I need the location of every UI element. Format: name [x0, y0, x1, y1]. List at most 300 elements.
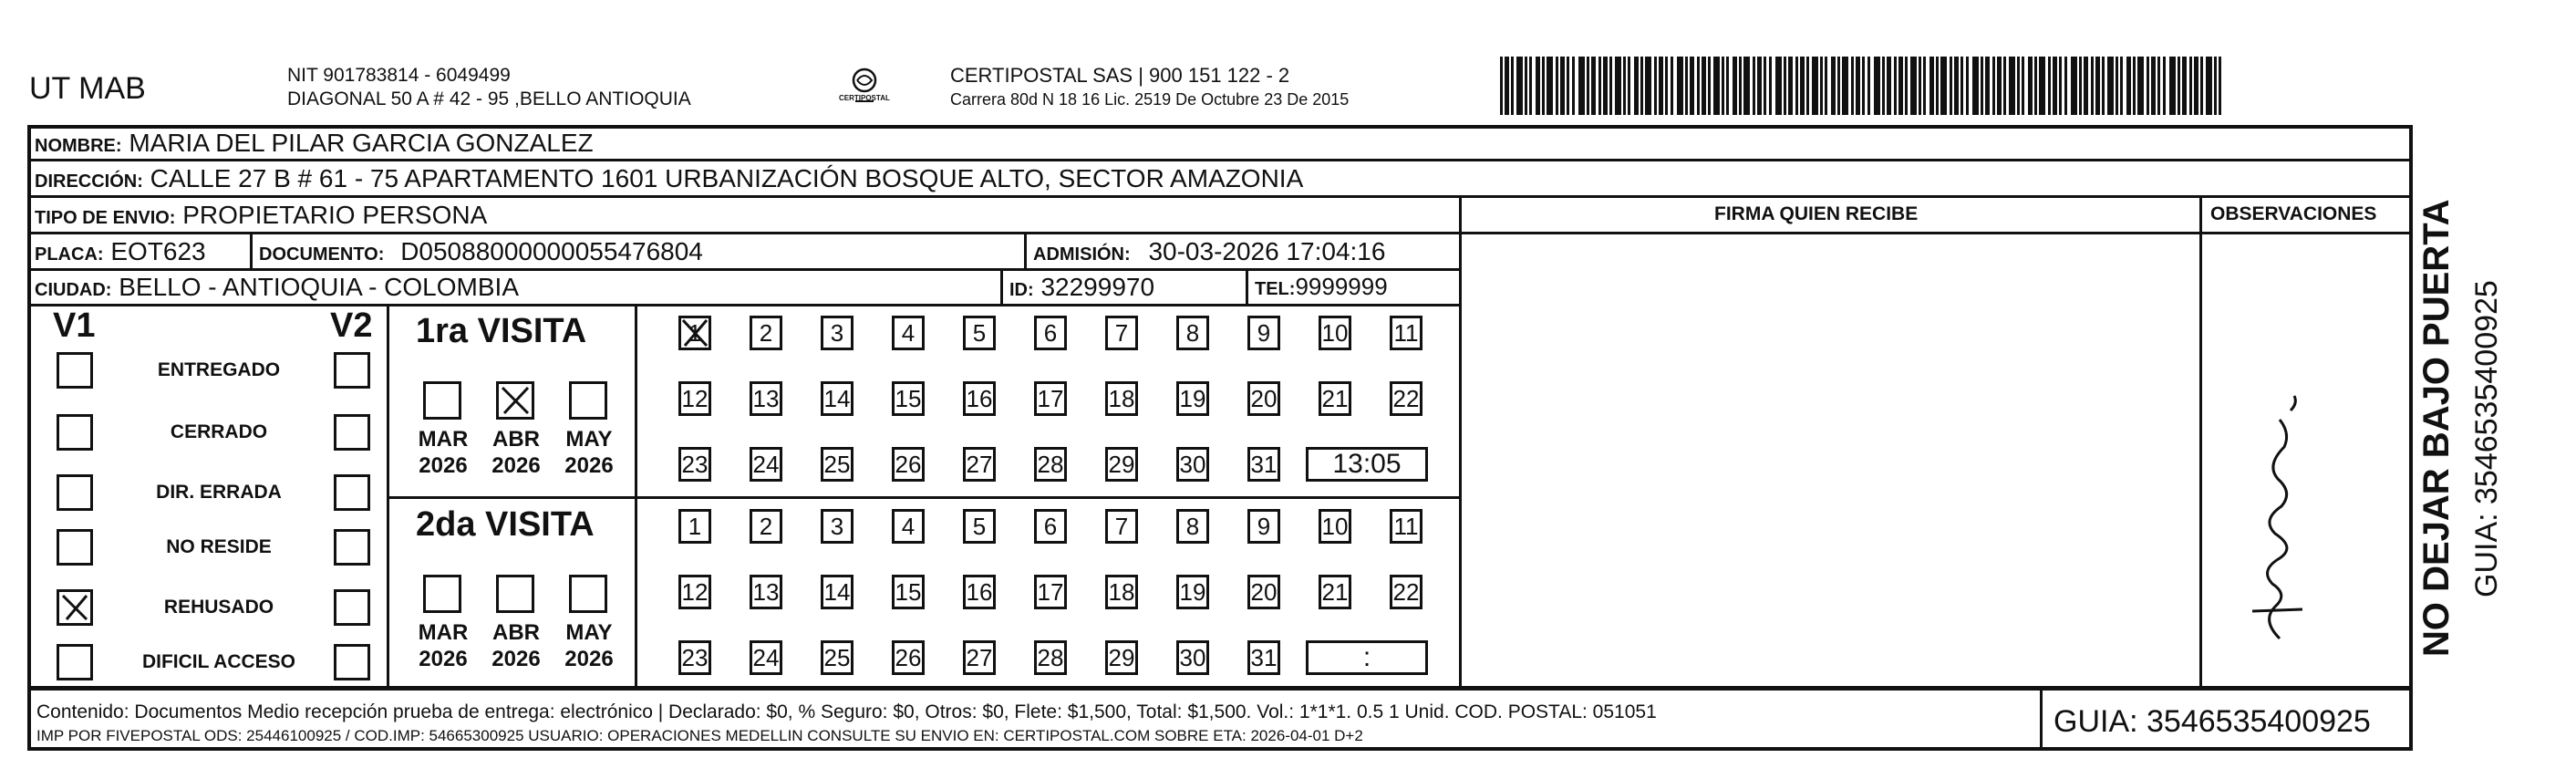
barcode-bar [1753, 57, 1755, 115]
day-cell[interactable] [750, 381, 782, 416]
day-cell[interactable] [750, 509, 782, 544]
barcode-bar [1820, 57, 1823, 115]
day-cell[interactable] [1034, 575, 1067, 609]
day-cell[interactable] [1176, 640, 1209, 675]
barcode-bar [1685, 57, 1688, 115]
barcode-bar [1634, 57, 1639, 115]
day-cell[interactable] [1176, 447, 1209, 482]
certipostal-logo [837, 64, 892, 113]
day-cell[interactable] [1105, 316, 1138, 350]
day-number: 20 [1250, 577, 1278, 606]
barcode-bar [1623, 57, 1626, 115]
day-cell[interactable] [963, 509, 996, 544]
barcode-bar [2034, 57, 2037, 115]
day-cell[interactable] [678, 640, 711, 675]
visit-divider [387, 496, 1461, 499]
barcode-bar [1567, 57, 1569, 115]
day-cell[interactable] [892, 381, 925, 416]
placa-value: EOT623 [110, 237, 206, 265]
v2-checkbox[interactable] [334, 644, 370, 680]
barcode-bar [1992, 57, 1995, 115]
status-label: CERRADO [170, 421, 268, 442]
v2-checkbox[interactable] [334, 414, 370, 451]
barcode-bar [1665, 57, 1668, 115]
day-cell[interactable] [963, 575, 996, 609]
day-number: 16 [966, 384, 993, 412]
day-number: 14 [823, 384, 851, 412]
tel-row [1255, 275, 1388, 298]
barcode-bar [1940, 57, 1947, 115]
day-number: 17 [1037, 384, 1064, 412]
barcode-bar [2039, 57, 2045, 115]
barcode-bar [1936, 57, 1939, 115]
barcode-bar [1505, 57, 1509, 115]
day-cell[interactable] [1176, 381, 1209, 416]
day-cell[interactable] [678, 575, 711, 609]
barcode-bar [2151, 57, 2156, 115]
barcode-bar [2071, 57, 2077, 115]
col-divider [1024, 232, 1027, 268]
tel-value: 9999999 [1295, 273, 1388, 300]
barcode-bar [2194, 57, 2198, 115]
day-cell[interactable] [963, 316, 996, 350]
day-cell[interactable] [1390, 575, 1422, 609]
day-cell[interactable] [892, 640, 925, 675]
time-box[interactable] [1306, 640, 1428, 675]
barcode-bar [1609, 57, 1612, 115]
barcode-bar [2084, 57, 2088, 115]
v1-checkbox[interactable] [57, 474, 93, 511]
month-name: MAR [418, 427, 469, 452]
barcode-bar [2048, 57, 2051, 115]
direccion-row [35, 166, 1303, 192]
day-number: 15 [895, 384, 922, 412]
day-cell[interactable] [892, 316, 925, 350]
barcode-bar [1894, 57, 1897, 115]
day-cell[interactable] [678, 381, 711, 416]
placa-row [35, 239, 206, 265]
placa-label: PLACA: [35, 244, 104, 265]
barcode-bar [1867, 57, 1870, 115]
day-number: 18 [1108, 384, 1135, 412]
signature [2225, 392, 2325, 648]
barcode-bar [1654, 57, 1657, 115]
barcode-bar [1708, 57, 1711, 115]
day-number: 31 [1250, 643, 1278, 671]
day-cell[interactable] [892, 575, 925, 609]
barcode-bar [2017, 57, 2020, 115]
day-number: 7 [1114, 512, 1129, 540]
barcode-bar [1960, 57, 1963, 115]
day-number: 28 [1037, 643, 1064, 671]
day-cell[interactable] [1247, 640, 1280, 675]
visit-title: 2da VISITA [416, 505, 595, 544]
day-cell[interactable] [1105, 381, 1138, 416]
day-cell[interactable] [1105, 447, 1138, 482]
row-divider [27, 686, 2413, 689]
day-cell[interactable] [1105, 575, 1138, 609]
day-number: 1 [688, 318, 702, 347]
barcode-bar [1591, 57, 1596, 115]
barcode-bar [2200, 57, 2203, 115]
day-number: 15 [895, 577, 922, 606]
barcode-bar [1919, 57, 1921, 115]
day-number: 8 [1185, 318, 1200, 347]
day-cell[interactable] [1319, 316, 1351, 350]
barcode-bar [2137, 57, 2144, 115]
barcode-bar [1739, 57, 1742, 115]
barcode-bar [1862, 57, 1865, 115]
barcode-bar [1525, 57, 1527, 115]
day-number: 31 [1250, 450, 1278, 478]
month-label [416, 427, 471, 480]
v1-checkbox[interactable] [57, 529, 93, 566]
day-number: 4 [901, 512, 916, 540]
v1-checkbox[interactable] [57, 589, 93, 626]
month-checkbox[interactable] [496, 575, 534, 613]
month-checkbox[interactable] [423, 575, 461, 613]
barcode-bar [1806, 57, 1809, 115]
day-number: 29 [1108, 450, 1135, 478]
v2-checkbox[interactable] [334, 589, 370, 626]
day-number: 1 [688, 512, 702, 540]
barcode-bar [1726, 57, 1729, 115]
barcode-bar [2022, 57, 2024, 115]
day-number: 11 [1393, 512, 1419, 540]
day-cell[interactable] [1176, 575, 1209, 609]
time-box[interactable] [1306, 447, 1428, 482]
day-cell[interactable] [1247, 575, 1280, 609]
barcode-bar [1972, 57, 1979, 115]
status-label: ENTREGADO [157, 359, 281, 380]
direccion-label: DIRECCIÓN: [35, 171, 143, 192]
barcode-bar [1825, 57, 1827, 115]
day-cell[interactable] [1034, 381, 1067, 416]
barcode-bar [2189, 57, 2192, 115]
day-cell[interactable] [1105, 509, 1138, 544]
day-number: 2 [759, 512, 773, 540]
day-number: 24 [752, 450, 780, 478]
day-number: 8 [1185, 512, 1200, 540]
barcode-bar [2064, 57, 2067, 115]
day-cell[interactable] [821, 447, 853, 482]
day-cell[interactable] [1319, 509, 1351, 544]
barcode-bar [1874, 57, 1880, 115]
direccion-value: CALLE 27 B # 61 - 75 APARTAMENTO 1601 URBANIZACIÓN BOSQUE ALTO, SECTOR AMAZONIA [150, 164, 1304, 192]
day-cell[interactable] [963, 640, 996, 675]
barcode-bar [2091, 57, 2094, 115]
barcode-bar [1784, 57, 1786, 115]
month-year: 2026 [419, 646, 468, 671]
day-number: 23 [681, 643, 709, 671]
day-number: 12 [681, 384, 709, 412]
v2-checkbox[interactable] [334, 474, 370, 511]
barcode-bar [2126, 57, 2131, 115]
barcode-bar [1923, 57, 1926, 115]
barcode-bar [1800, 57, 1805, 115]
barcode-bar [2178, 57, 2180, 115]
day-cell[interactable] [1319, 381, 1351, 416]
barcode-bar [2147, 57, 2149, 115]
day-cell[interactable] [750, 640, 782, 675]
day-cell[interactable] [963, 381, 996, 416]
barcode-bar [1645, 57, 1651, 115]
day-number: 21 [1321, 577, 1349, 606]
tipo-row [35, 203, 487, 228]
tipo-value: PROPIETARIO PERSONA [182, 201, 488, 229]
day-number: 27 [966, 643, 993, 671]
barcode-bar [2116, 57, 2118, 115]
barcode-bar [1788, 57, 1793, 115]
day-cell[interactable] [821, 381, 853, 416]
month-year: 2026 [491, 452, 541, 478]
v1-checkbox[interactable] [57, 414, 93, 451]
visit-title: 1ra VISITA [416, 312, 587, 350]
month-checkbox[interactable] [423, 381, 461, 420]
day-number: 22 [1392, 384, 1420, 412]
day-cell[interactable] [963, 447, 996, 482]
month-checkbox[interactable] [569, 575, 607, 613]
barcode-bar [2102, 57, 2105, 115]
tipo-label: TIPO DE ENVIO: [35, 208, 176, 228]
barcode-bar [1757, 57, 1762, 115]
day-cell[interactable] [1247, 381, 1280, 416]
barcode-bar [1628, 57, 1630, 115]
day-cell[interactable] [1034, 640, 1067, 675]
side-warning: NO DEJAR BAJO PUERTA [2416, 199, 2457, 657]
visit-col-divider [635, 304, 637, 688]
barcode-bar [1560, 57, 1565, 115]
day-number: 5 [972, 318, 987, 347]
day-cell[interactable] [821, 575, 853, 609]
firma-header-divider [1459, 232, 2413, 234]
day-cell[interactable] [1034, 316, 1067, 350]
barcode-bar [1775, 57, 1782, 115]
time-value: : [1362, 642, 1371, 672]
barcode-bar [2003, 57, 2006, 115]
barcode-bar [1511, 57, 1514, 115]
day-number: 9 [1257, 512, 1271, 540]
day-number: 7 [1114, 318, 1129, 347]
barcode [1500, 57, 2228, 115]
month-year: 2026 [491, 646, 541, 671]
month-checkbox[interactable] [496, 381, 534, 420]
admision-value: 30-03-2026 17:04:16 [1148, 237, 1386, 265]
tel-label: TEL: [1255, 279, 1296, 299]
day-cell[interactable] [1247, 447, 1280, 482]
day-number: 11 [1393, 318, 1419, 347]
side-guia: GUIA: 3546535400925 [2469, 280, 2504, 597]
day-number: 28 [1037, 450, 1064, 478]
barcode-bar [1615, 57, 1621, 115]
barcode-bar [1578, 57, 1585, 115]
month-year: 2026 [564, 452, 614, 478]
barcode-bar [2206, 57, 2212, 115]
day-cell[interactable] [821, 640, 853, 675]
day-number: 13 [752, 577, 780, 606]
barcode-bar [1898, 57, 1903, 115]
day-cell[interactable] [1247, 509, 1280, 544]
day-number: 26 [895, 643, 922, 671]
footer-imp: IMP POR FIVEPOSTAL ODS: 25446100925 / COD.IMP: 54665300925 USUARIO: OPERACIONES MEDELLIN CONSULTE SU ENVIO EN: CERTIPOSTAL.COM SOBRE ETA: 2026-04-01 D+2 [36, 727, 1363, 744]
day-cell[interactable] [1247, 316, 1280, 350]
day-cell[interactable] [1390, 381, 1422, 416]
day-number: 19 [1179, 577, 1206, 606]
day-cell[interactable] [678, 316, 711, 350]
documento-value: D05088000000055476804 [400, 237, 703, 265]
day-number: 2 [759, 318, 773, 347]
firma-label: FIRMA QUIEN RECIBE [1714, 203, 1919, 224]
day-cell[interactable] [678, 447, 711, 482]
status-label: NO RESIDE [166, 536, 272, 557]
barcode-bar [1697, 57, 1700, 115]
day-number: 5 [972, 512, 987, 540]
barcode-bar [2163, 57, 2166, 115]
barcode-bar [1702, 57, 1706, 115]
day-cell[interactable] [1390, 509, 1422, 544]
barcode-bar [1837, 57, 1840, 115]
barcode-bar [1598, 57, 1601, 115]
status-label: REHUSADO [163, 597, 274, 618]
ciudad-row [35, 275, 519, 300]
day-cell[interactable] [1176, 316, 1209, 350]
barcode-bar [1722, 57, 1724, 115]
month-checkbox[interactable] [569, 381, 607, 420]
status-label: DIFICIL ACCESO [141, 651, 295, 672]
day-cell[interactable] [750, 316, 782, 350]
barcode-bar [2107, 57, 2114, 115]
day-cell[interactable] [1034, 509, 1067, 544]
month-name: ABR [492, 427, 540, 452]
barcode-bar [2059, 57, 2062, 115]
barcode-bar [1640, 57, 1643, 115]
footer-contenido: Contenido: Documentos Medio recepción prueba de entrega: electrónico | Declarado: $0, % Seguro: $0, Otros: $0, Flete: $1,500, Total: $1,500. Vol.: 1*1*1. 0.5 1 Unid. COD. POSTAL: 051051 [36, 701, 1657, 722]
v2-checkbox[interactable] [334, 529, 370, 566]
day-cell[interactable] [1390, 316, 1422, 350]
col-divider [2040, 688, 2043, 751]
row-divider [27, 195, 2413, 198]
barcode-bar [1764, 57, 1766, 115]
col-divider [2199, 195, 2202, 688]
v2-label: V2 [330, 306, 373, 345]
admision-label: ADMISIÓN: [1033, 244, 1131, 265]
status-label: DIR. ERRADA [156, 482, 282, 503]
company-address: DIAGONAL 50 A # 42 - 95 ,BELLO ANTIOQUIA [287, 88, 691, 109]
barcode-bar [1887, 57, 1891, 115]
day-number: 4 [901, 318, 916, 347]
day-number: 22 [1392, 577, 1420, 606]
day-cell[interactable] [1319, 575, 1351, 609]
barcode-bar [2157, 57, 2160, 115]
admision-row [1033, 239, 1385, 265]
day-cell[interactable] [678, 509, 711, 544]
row-divider [27, 159, 2413, 161]
barcode-bar [2169, 57, 2176, 115]
day-number: 24 [752, 643, 780, 671]
barcode-bar [1500, 57, 1503, 115]
v1-checkbox[interactable] [57, 352, 93, 389]
day-number: 30 [1179, 450, 1206, 478]
barcode-bar [1985, 57, 1990, 115]
v1-label: V1 [53, 306, 96, 345]
barcode-bar [2219, 57, 2221, 115]
month-year: 2026 [564, 646, 614, 671]
month-label [489, 427, 543, 480]
barcode-bar [1536, 57, 1540, 115]
barcode-bar [1856, 57, 1860, 115]
barcode-bar [1659, 57, 1663, 115]
day-cell[interactable] [821, 316, 853, 350]
col-divider [1246, 268, 1248, 305]
barcode-bar [1603, 57, 1608, 115]
month-label [489, 620, 543, 673]
footer-guia: GUIA: 3546535400925 [2054, 704, 2371, 739]
day-number: 20 [1250, 384, 1278, 412]
ciudad-value: BELLO - ANTIOQUIA - COLOMBIA [119, 273, 519, 301]
nombre-label: NOMBRE: [35, 136, 122, 156]
day-number: 13 [752, 384, 780, 412]
day-cell[interactable] [750, 575, 782, 609]
barcode-bar [1690, 57, 1694, 115]
barcode-bar [2079, 57, 2082, 115]
barcode-bar [1910, 57, 1917, 115]
barcode-bar [1842, 57, 1848, 115]
barcode-bar [1769, 57, 1772, 115]
barcode-bar [1795, 57, 1798, 115]
time-value: 13:05 [1332, 449, 1402, 479]
day-number: 23 [681, 450, 709, 478]
barcode-bar [1547, 57, 1553, 115]
barcode-bar [2053, 57, 2057, 115]
day-cell[interactable] [821, 509, 853, 544]
month-label [562, 620, 616, 673]
v1-checkbox[interactable] [57, 644, 93, 680]
barcode-bar [2028, 57, 2033, 115]
day-number: 29 [1108, 643, 1135, 671]
day-cell[interactable] [750, 447, 782, 482]
col-divider [1459, 195, 1462, 688]
documento-row [259, 239, 703, 265]
id-label: ID: [1009, 280, 1034, 300]
barcode-bar [1954, 57, 1959, 115]
v2-checkbox[interactable] [334, 352, 370, 389]
barcode-bar [1671, 57, 1673, 115]
day-cell[interactable] [892, 447, 925, 482]
day-number: 12 [681, 577, 709, 606]
day-number: 3 [830, 512, 844, 540]
barcode-bar [1733, 57, 1737, 115]
barcode-bar [1677, 57, 1683, 115]
day-cell[interactable] [1034, 447, 1067, 482]
barcode-bar [1572, 57, 1575, 115]
day-number: 10 [1321, 512, 1349, 540]
barcode-bar [1713, 57, 1720, 115]
observaciones-label: OBSERVACIONES [2210, 203, 2377, 224]
day-number: 18 [1108, 577, 1135, 606]
barcode-bar [1587, 57, 1589, 115]
day-number: 19 [1179, 384, 1206, 412]
barcode-bar [2095, 57, 2100, 115]
barcode-bar [1950, 57, 1952, 115]
day-cell[interactable] [1105, 640, 1138, 675]
nombre-row [35, 130, 594, 156]
certipostal-address: Carrera 80d N 18 16 Lic. 2519 De Octubre 23 De 2015 [950, 90, 1350, 109]
day-cell[interactable] [892, 509, 925, 544]
month-label [416, 620, 471, 673]
day-number: 14 [823, 577, 851, 606]
barcode-bar [1851, 57, 1854, 115]
day-cell[interactable] [1176, 509, 1209, 544]
